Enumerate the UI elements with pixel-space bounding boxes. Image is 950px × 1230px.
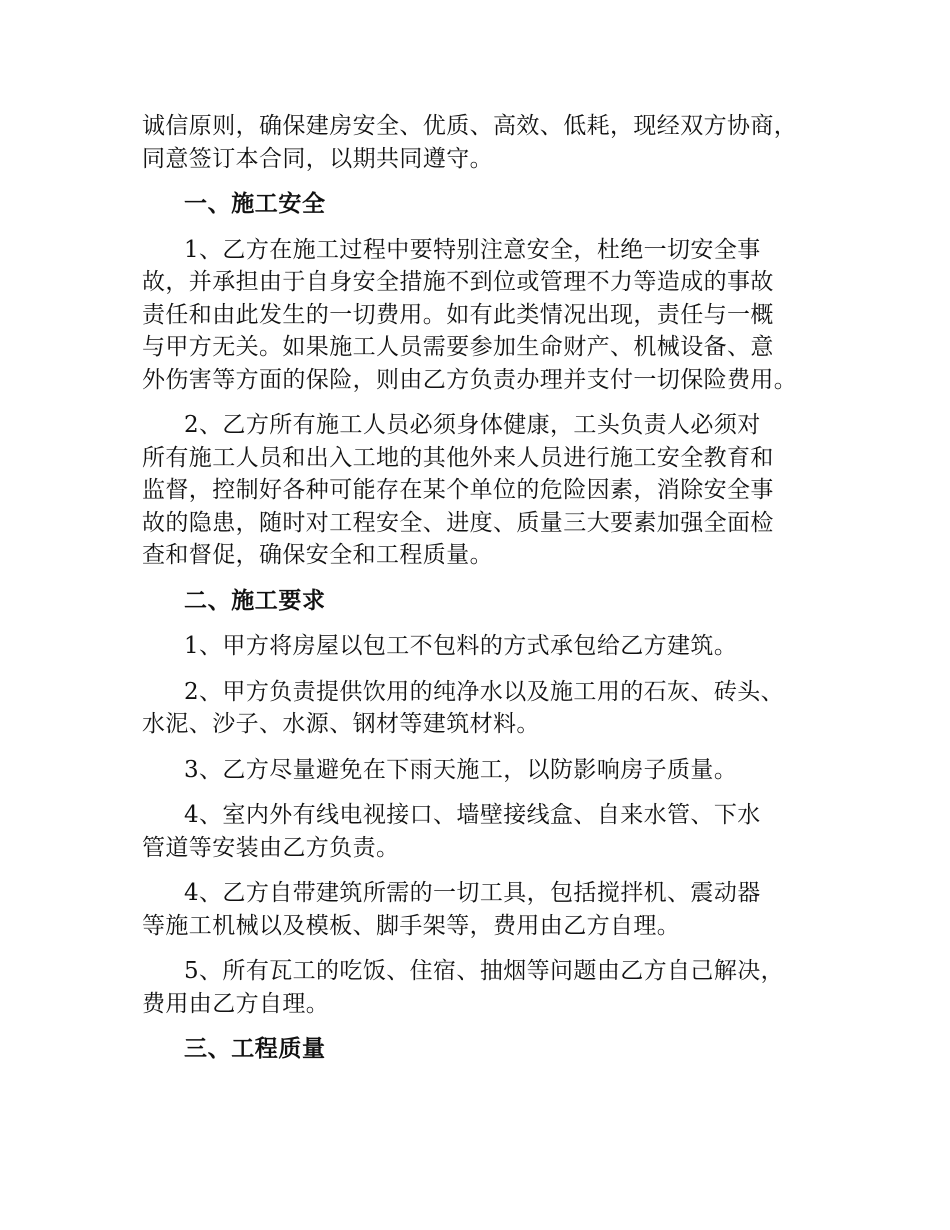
text-line: 水泥、沙子、水源、钢材等建筑材料。 xyxy=(142,711,540,737)
text-line: 管道等安装由乙方负责。 xyxy=(142,834,400,861)
requirement-clause-1 xyxy=(142,630,832,663)
text-line: 所有施工人员和出入工地的其他外来人员进行施工安全教育和 xyxy=(142,444,774,471)
text-line: 5、所有瓦工的吃饭、住宿、抽烟等问题由乙方自己解决， xyxy=(184,958,785,984)
requirement-clause-2 xyxy=(142,676,832,741)
text-line: 故，并承担由于自身安全措施不到位或管理不力等造成的事故 xyxy=(142,269,774,295)
section-heading-requirements: 二、施工要求 xyxy=(184,586,326,614)
text-line: 诚信原则，确保建房安全、优质、高效、低耗，现经双方协商， xyxy=(142,113,798,139)
text-line: 等施工机械以及模板、脚手架等，费用由乙方自理。 xyxy=(142,912,681,939)
safety-clause-1 xyxy=(142,234,832,397)
section-heading-safety: 一、施工安全 xyxy=(184,190,326,217)
text-line: 监督，控制好各种可能存在某个单位的危险因素，消除安全事 xyxy=(142,477,774,503)
text-line: 查和督促，确保安全和工程质量。 xyxy=(142,542,493,568)
text-line: 同意签订本合同，以期共同遵守。 xyxy=(142,145,493,172)
contract-page xyxy=(142,110,832,1079)
text-line: 4、室内外有线电视接口、墙壁接线盒、自来水管、下水 xyxy=(184,802,761,828)
text-line: 故的隐患，随时对工程安全、进度、质量三大要素加强全面检 xyxy=(142,509,774,536)
text-line: 与甲方无关。如果施工人员需要参加生命财产、机械设备、意 xyxy=(142,334,774,360)
text-line: 责任和由此发生的一切费用。如有此类情况出现，责任与一概 xyxy=(142,301,774,328)
text-line: 1、甲方将房屋以包工不包料的方式承包给乙方建筑。 xyxy=(184,633,738,659)
requirement-clause-5 xyxy=(142,877,832,942)
requirement-clause-3 xyxy=(142,754,832,787)
text-line: 3、乙方尽量避免在下雨天施工，以防影响房子质量。 xyxy=(184,756,738,783)
text-line: 2、甲方负责提供饮用的纯净水以及施工用的石灰、砖头、 xyxy=(184,678,785,705)
text-line: 1、乙方在施工过程中要特别注意安全，杜绝一切安全事 xyxy=(184,236,761,263)
section-heading-quality: 三、工程质量 xyxy=(184,1035,326,1062)
safety-clause-2 xyxy=(142,409,832,572)
text-line: 4、乙方自带建筑所需的一切工具，包括搅拌机、震动器 xyxy=(184,880,761,906)
text-line: 费用由乙方自理。 xyxy=(142,990,330,1017)
text-line: 2、乙方所有施工人员必须身体健康，工头负责人必须对 xyxy=(184,412,761,438)
text-line: 外伤害等方面的保险，则由乙方负责办理并支付一切保险费用。 xyxy=(142,366,798,393)
requirement-clause-4 xyxy=(142,799,832,864)
requirement-clause-6 xyxy=(142,955,832,1020)
intro-paragraph xyxy=(142,110,832,175)
